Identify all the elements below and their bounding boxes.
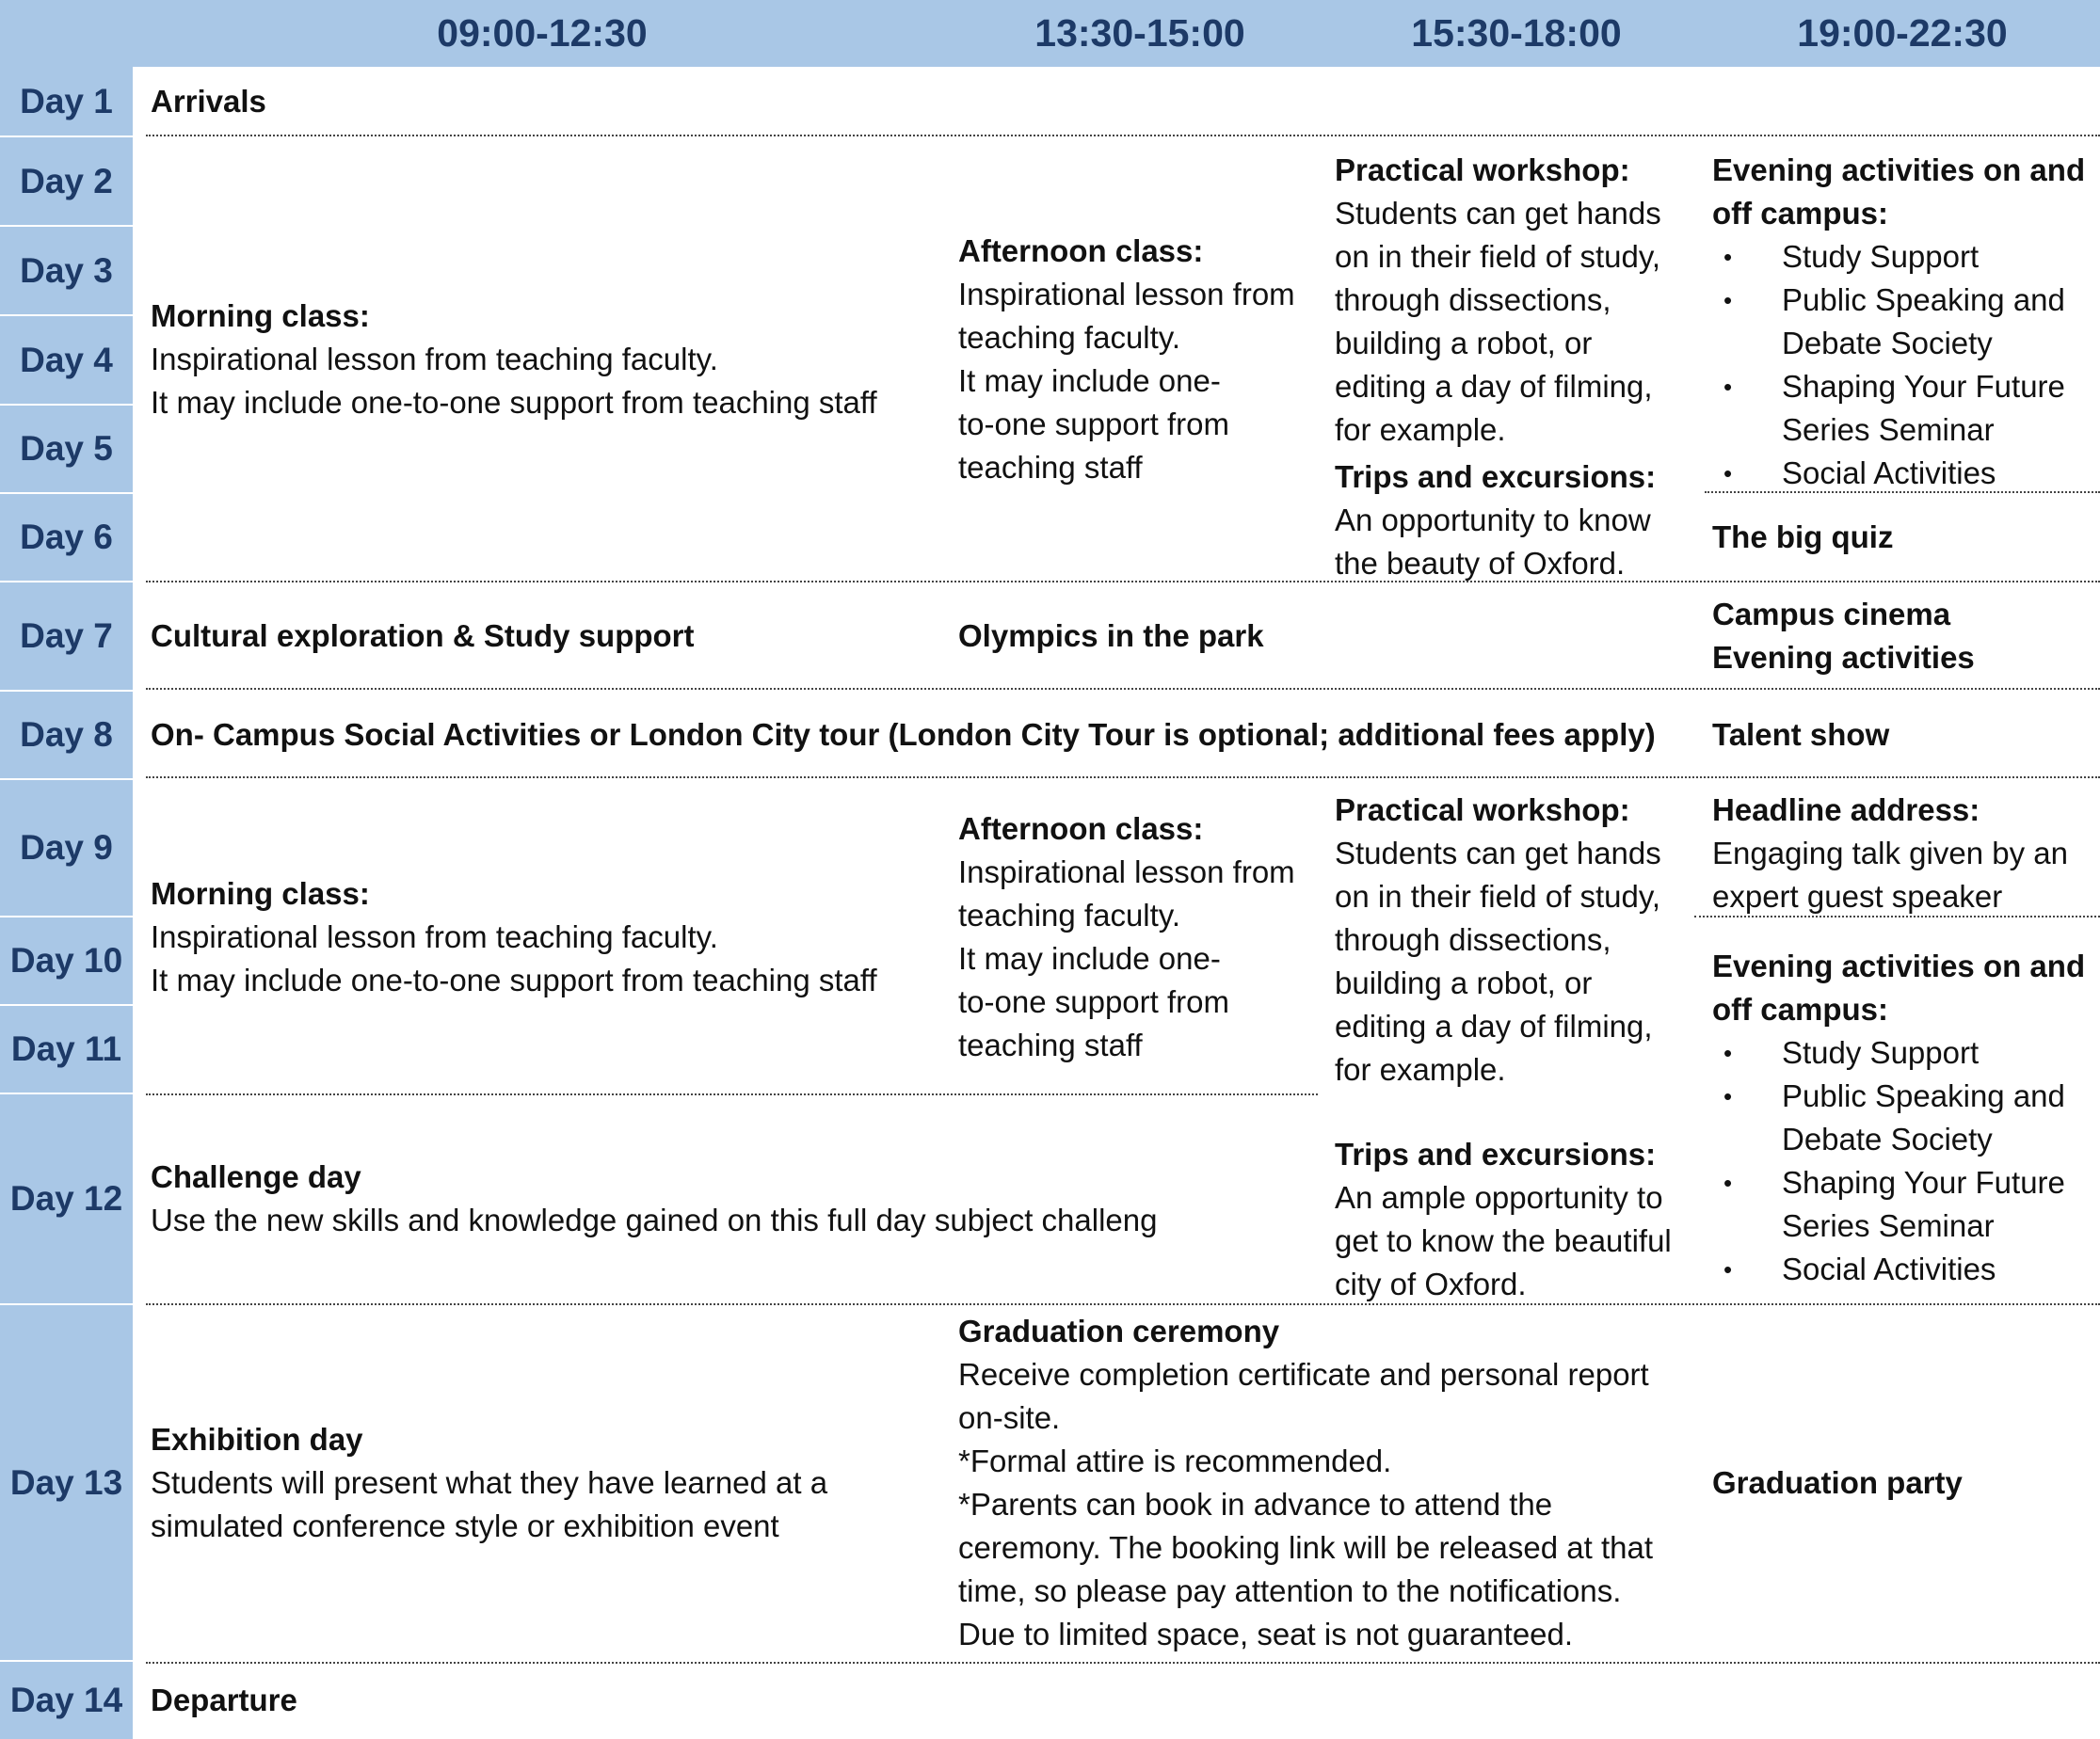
- day7-evening: [1712, 582, 1975, 690]
- day-label: Day 3: [20, 250, 113, 290]
- week1-morning-class: [151, 137, 877, 581]
- afternoon-class-line: teaching staff: [958, 1027, 1143, 1062]
- afternoon-class-line: It may include one-: [958, 362, 1221, 398]
- day8-main-text: On- Campus Social Activities or London City tour (London City Tour is optional; additional fees apply): [151, 717, 1656, 752]
- headline-line: expert guest speaker: [1712, 879, 2003, 914]
- list-item-line: Series Seminar: [1782, 412, 1995, 447]
- workshop-line: on in their field of study,: [1335, 879, 1661, 914]
- workshop-line: on in their field of study,: [1335, 239, 1661, 274]
- header-corner: [0, 0, 133, 67]
- week1-evening-activities: [1712, 149, 2085, 495]
- day-divider: [0, 916, 133, 917]
- week1-afternoon-class: [958, 137, 1295, 581]
- workshop-line: Students can get hands: [1335, 836, 1661, 870]
- departure-text: Departure: [151, 1683, 297, 1717]
- day-divider: [0, 778, 133, 780]
- trips-line: city of Oxford.: [1335, 1267, 1527, 1301]
- list-item-line: Shaping Your Future: [1782, 369, 2065, 404]
- morning-class-line: Inspirational lesson from teaching faculty.: [151, 341, 718, 376]
- list-item: [1712, 1075, 2085, 1161]
- day-divider: [0, 404, 133, 406]
- day-label: Day 5: [20, 429, 113, 468]
- morning-class-line: It may include one-to-one support from teaching staff: [151, 962, 877, 997]
- week2-morning-class: [151, 780, 877, 1093]
- week1-workshop-and-trips: [1335, 149, 1661, 585]
- graduation-line: time, so please pay attention to the notifications.: [958, 1572, 1622, 1608]
- headline-line: Engaging talk given by an: [1712, 836, 2068, 870]
- day-divider: [0, 225, 133, 227]
- evening-activities-title: off campus:: [1712, 196, 1889, 231]
- day-label: Day 1: [20, 81, 113, 120]
- day-divider: [0, 314, 133, 316]
- list-item: [1712, 365, 2085, 452]
- day-label: Day 9: [20, 828, 113, 867]
- evening-activities-title: Evening activities on and: [1712, 152, 2086, 187]
- day7-evening-line: Evening activities: [1712, 640, 1975, 675]
- day-label: Day 12: [9, 1179, 123, 1218]
- day14-departure: [151, 1662, 297, 1739]
- afternoon-class-line: It may include one-: [958, 940, 1221, 976]
- workshop-line: for example.: [1335, 1052, 1506, 1087]
- afternoon-class-line: Inspirational lesson from: [958, 276, 1295, 311]
- day-label: Day 14: [9, 1681, 123, 1719]
- day-label: Day 2: [20, 161, 113, 200]
- big-quiz-text: The big quiz: [1712, 519, 1894, 554]
- header-slot-late-afternoon: 15:30-18:00: [1328, 0, 1705, 67]
- workshop-line: building a robot, or: [1335, 965, 1593, 1000]
- day7-morning: [151, 582, 695, 690]
- day1-arrivals: [151, 67, 266, 136]
- list-item: • Study Support: [1712, 235, 2085, 279]
- afternoon-class-line: Inspirational lesson from: [958, 854, 1295, 889]
- week2-evening-activities: [1712, 945, 2085, 1291]
- graduation-line: Due to limited space, seat is not guaranteed.: [958, 1616, 1574, 1651]
- talent-show-text: Talent show: [1712, 717, 1890, 752]
- list-item: • Social Activities: [1712, 1248, 2085, 1291]
- list-item: • Social Activities: [1712, 452, 2085, 495]
- graduation-party-text: Graduation party: [1712, 1464, 1963, 1500]
- evening-activities-list: [1712, 235, 2085, 495]
- graduation-line: Receive completion certificate and personal report: [958, 1356, 1649, 1392]
- graduation-line: ceremony. The booking link will be released at that: [958, 1529, 1654, 1565]
- day-divider: [0, 1660, 133, 1662]
- graduation-title: Graduation ceremony: [958, 1313, 1280, 1348]
- trips-line: the beauty of Oxford.: [1335, 546, 1626, 581]
- exhibition-line: Students will present what they have learned at a: [151, 1464, 828, 1500]
- graduation-party: [1712, 1305, 1963, 1660]
- trips-title: Trips and excursions:: [1335, 1137, 1657, 1172]
- list-item-line: Public Speaking and: [1782, 1078, 2065, 1113]
- day8-main: [151, 692, 1656, 778]
- afternoon-class-line: teaching faculty.: [958, 319, 1181, 355]
- workshop-line: editing a day of filming,: [1335, 1009, 1653, 1044]
- workshop-line: through dissections,: [1335, 922, 1611, 957]
- list-item: [1712, 1161, 2085, 1248]
- week2-afternoon-class: [958, 780, 1295, 1093]
- day7-evening-line: Campus cinema: [1712, 597, 1951, 631]
- morning-class-title: Morning class:: [151, 297, 370, 333]
- afternoon-class-title: Afternoon class:: [958, 232, 1204, 268]
- evening-activities-title: Evening activities on and: [1712, 949, 2086, 983]
- list-item-line: Public Speaking and: [1782, 282, 2065, 317]
- trips-line: get to know the beautiful: [1335, 1223, 1672, 1258]
- day-divider: [0, 1004, 133, 1006]
- trips-line: An ample opportunity to: [1335, 1180, 1663, 1215]
- header-slot-afternoon: 13:30-15:00: [952, 0, 1328, 67]
- day-divider: [0, 581, 133, 582]
- list-item-line: Shaping Your Future: [1782, 1165, 2065, 1200]
- day7-morning-text: Cultural exploration & Study support: [151, 618, 695, 653]
- graduation-line: *Parents can book in advance to attend the: [958, 1486, 1553, 1522]
- workshop-line: editing a day of filming,: [1335, 369, 1653, 404]
- challenge-day: [151, 1094, 1158, 1303]
- morning-class-line: It may include one-to-one support from teaching staff: [151, 384, 877, 420]
- header-slot-evening: 19:00-22:30: [1705, 0, 2100, 67]
- challenge-title: Challenge day: [151, 1159, 361, 1194]
- arrivals-text: Arrivals: [151, 83, 266, 119]
- day-label: Day 8: [20, 715, 113, 754]
- day-label: Day 13: [9, 1462, 123, 1502]
- evening-activities-list: [1712, 1031, 2085, 1291]
- exhibition-title: Exhibition day: [151, 1421, 363, 1457]
- day-divider: [0, 690, 133, 692]
- evening-activities-title: off campus:: [1712, 992, 1889, 1027]
- day-divider: [0, 492, 133, 494]
- day7-afternoon: [958, 582, 1264, 690]
- day-label: Day 6: [20, 518, 113, 556]
- list-item-line: Series Seminar: [1782, 1208, 1995, 1243]
- trips-title: Trips and excursions:: [1335, 459, 1657, 494]
- workshop-title: Practical workshop:: [1335, 152, 1630, 187]
- exhibition-line: simulated conference style or exhibition event: [151, 1508, 779, 1543]
- week2-headline-address: [1712, 789, 2068, 918]
- big-quiz: [1712, 494, 1893, 581]
- list-item: [1712, 279, 2085, 365]
- day8-evening: [1712, 692, 1889, 778]
- day7-afternoon-text: Olympics in the park: [958, 618, 1264, 653]
- graduation-line: *Formal attire is recommended.: [958, 1443, 1392, 1478]
- header-slot-morning: 09:00-12:30: [133, 0, 952, 67]
- exhibition-day: [151, 1305, 827, 1660]
- graduation-ceremony: [958, 1305, 1653, 1660]
- afternoon-class-line: teaching staff: [958, 449, 1143, 485]
- workshop-line: Students can get hands: [1335, 196, 1661, 231]
- afternoon-class-line: teaching faculty.: [958, 897, 1181, 933]
- morning-class-title: Morning class:: [151, 875, 370, 911]
- challenge-line: Use the new skills and knowledge gained on this full day subject challeng: [151, 1203, 1158, 1237]
- workshop-line: for example.: [1335, 412, 1506, 447]
- afternoon-class-line: to-one support from: [958, 983, 1229, 1019]
- day-divider: [0, 1303, 133, 1305]
- day-label: Day 4: [20, 340, 113, 379]
- afternoon-class-title: Afternoon class:: [958, 810, 1204, 846]
- row-separator: [146, 135, 2100, 136]
- headline-title: Headline address:: [1712, 792, 1980, 827]
- list-item-line: Debate Society: [1782, 1122, 1993, 1157]
- trips-line: An opportunity to know: [1335, 503, 1651, 537]
- graduation-line: on-site.: [958, 1399, 1061, 1435]
- day-label: Day 7: [20, 616, 113, 655]
- week2-trips: [1335, 1133, 1672, 1306]
- workshop-title: Practical workshop:: [1335, 792, 1630, 827]
- day-divider: [0, 1093, 133, 1094]
- day-label: Day 10: [9, 941, 123, 980]
- list-item-line: Debate Society: [1782, 326, 1993, 360]
- row-separator: [146, 1662, 2100, 1664]
- morning-class-line: Inspirational lesson from teaching faculty.: [151, 918, 718, 954]
- workshop-line: building a robot, or: [1335, 326, 1593, 360]
- week2-workshop: [1335, 789, 1661, 1092]
- day-divider: [0, 136, 133, 137]
- workshop-line: through dissections,: [1335, 282, 1611, 317]
- afternoon-class-line: to-one support from: [958, 406, 1229, 441]
- list-item: • Study Support: [1712, 1031, 2085, 1075]
- day-label: Day 11: [10, 1029, 122, 1068]
